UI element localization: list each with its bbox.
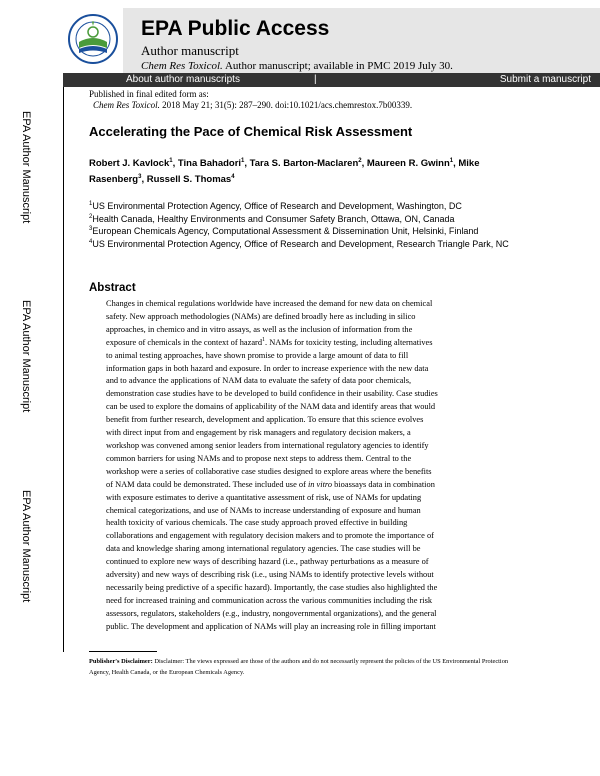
abstract-line: exposure of chemicals in the context of hazard$^1$. NAMs for toxicity testing, including alternatives — [106, 336, 433, 347]
affiliation-number: 1 — [89, 201, 93, 207]
affiliation-item — [89, 239, 509, 249]
side-label-1: EPA Author Manuscript — [20, 111, 32, 224]
abstract-line: of NAM data could be demonstrated. These included use of in vitro bioassays data in combination — [106, 479, 435, 489]
abstract-line: Changes in chemical regulations worldwide have increased the demand for new data on chemical — [106, 299, 433, 308]
affiliation-item — [89, 200, 519, 213]
author-affiliation-mark: 1 — [169, 157, 173, 164]
reference-mark: 1 — [262, 336, 266, 343]
side-label-3: EPA Author Manuscript — [20, 490, 32, 603]
author-affiliation-mark: 4 — [231, 173, 235, 180]
submit-manuscript-link[interactable]: Submit a manuscript — [499, 74, 591, 85]
citation-text: 2018 May 21; 31(5): 287–290. doi:10.1021/acs.chemrestox.7b00339. — [162, 100, 413, 110]
author-affiliation-mark: 2 — [358, 157, 362, 164]
abstract-body — [106, 298, 518, 634]
nav-bar — [63, 73, 600, 87]
affiliation-text: European Chemicals Agency, Computational Assessment & Dissemination Unit, Helsinki, Finland — [92, 226, 479, 237]
margin-rule — [63, 87, 64, 652]
author-name: Maureen R. Gwinn — [366, 158, 450, 169]
author-name: Robert J. Kavlock — [89, 158, 170, 169]
affiliation-item — [89, 225, 519, 238]
disclaimer-label: Publisher's Disclaimer: — [89, 658, 153, 665]
header-availability — [141, 60, 453, 72]
abstract-line: common barriers for using NAMs and to propose next steps to address them. Central to the — [106, 453, 412, 463]
author-affiliation-mark: 3 — [138, 173, 142, 180]
author-affiliation-mark: 1 — [449, 157, 454, 164]
abstract-line: safety. New approach methodologies (NAMs) are defined broadly here as including in silico — [106, 311, 416, 321]
abstract-line: assessors, regulators, stakeholders (e.g., industry, nongovernmental organizations), and the general — [106, 608, 437, 618]
side-label-2: EPA Author Manuscript — [20, 300, 32, 413]
abstract-line: collaborations and engagement with regulatory decision makers and to promote the importance of — [106, 531, 434, 541]
affiliation-number: 3 — [89, 226, 93, 233]
abstract-line: adversity) and new ways of describing risk (i.e., using NAMs to identify protective levels without — [106, 570, 434, 580]
author-affiliation-mark: 1 — [241, 157, 245, 164]
header-banner — [63, 8, 600, 73]
footnote-rule — [89, 651, 157, 652]
abstract-line: continued to explore new ways of describing hazard (i.e., pathway perturbations as a measure of — [106, 557, 429, 567]
abstract-line: need for increased training and communication across the various communities including the risk — [106, 595, 433, 605]
abstract-line: benefit from further research, development and application. To ensure that this science evolves — [106, 415, 424, 425]
abstract-line: and to advance the applications of NAM data to evaluate the safety of data poor chemicals, — [106, 376, 412, 386]
publisher-disclaimer — [89, 657, 519, 678]
citation — [93, 100, 412, 110]
abstract-line: information gaps in both hazard and exposure. In order to increase experience with the new data — [106, 363, 429, 373]
abstract-italic: in vitro — [307, 479, 333, 489]
abstract-line: with exposure estimates to derive a quantitative assessment of risk, use of NAMs for updating — [106, 492, 422, 502]
epa-logo — [63, 8, 123, 73]
abstract-line: to animal testing approaches, have shown promise to provide a large amount of data to fill — [106, 350, 409, 360]
affiliation-text: US Environmental Protection Agency, Office of Research and Development, Research Triangle Park, NC — [92, 238, 509, 249]
abstract-line: demonstration case studies have to be developed to build confidence in their usability. Case studies — [106, 389, 438, 399]
about-author-manuscripts-link[interactable]: About author manuscripts — [126, 74, 240, 85]
epa-seal-icon — [67, 12, 119, 68]
abstract-line: approaches, in chemico and in vitro assays, as well as the inclusion of information from the — [106, 324, 413, 334]
affiliation-text: Health Canada, Healthy Environments and Consumer Safety Branch, Ottawa, ON, Canada — [92, 213, 455, 224]
abstract-line: with direct input from and engagement by risk managers and regulatory decision makers, a — [106, 428, 411, 438]
abstract-line: workshop were a series of collaborative case studies designed to explore areas where the benefits — [106, 466, 432, 476]
abstract-line: can be used to explore the domains of applicability of the NAM data and identify areas that would — [106, 402, 436, 412]
author-name: Tara S. Barton-Maclaren — [249, 158, 359, 169]
abstract-line: health toxicity of various chemicals. The case study approach proved effective in building — [106, 518, 408, 528]
header-journal: Chem Res Toxicol. — [141, 60, 223, 72]
author-name: Tina Bahadori — [177, 158, 242, 169]
affiliations — [89, 200, 519, 250]
abstract-line: data and knowledge sharing among international regulatory agencies. The case studies will be — [106, 544, 421, 554]
affiliation-number: 2 — [89, 213, 93, 220]
author-name: Mike Rasenberg — [89, 158, 480, 185]
published-label: Published in final edited form as: — [89, 89, 209, 99]
author-list: Robert J. Kavlock$^1$, Tina Bahadori$^1$, Tara S. Barton-Maclaren$^2$, Maureen R. Gwinn$^1$, Mike Rasenberg$^3$, Russell S. Thomas$^4$ — [89, 157, 480, 185]
header-availability-text: Author manuscript; available in PMC 2019 July 30. — [224, 60, 453, 72]
abstract-heading: Abstract — [89, 282, 136, 294]
abstract-line: necessarily being predictive of a specific hazard). Importantly, the case studies also highlighted the — [106, 582, 438, 592]
affiliation-text: US Environmental Protection Agency, Office of Research and Development, Washington, DC — [92, 201, 462, 211]
article-title: Accelerating the Pace of Chemical Risk Assessment — [89, 124, 413, 139]
disclaimer-text: Disclaimer: The views expressed are those of the authors and do not necessarily represent the policies of the US Environmental Protection Agency, Health Canada, or the European Chemicals Agency. — [89, 658, 509, 676]
header-title: EPA Public Access — [141, 17, 330, 40]
nav-separator: | — [314, 74, 317, 85]
affiliation-item — [89, 213, 519, 226]
abstract-line: chemical categorizations, and use of NAMs to increase understanding of exposure and human — [106, 505, 421, 515]
abstract-line: public. The development and application of NAMs will play an increasing role in filling important — [106, 621, 436, 631]
affiliation-number: 4 — [89, 238, 93, 245]
header-subtitle: Author manuscript — [141, 43, 239, 58]
abstract-line: workshop was convened among senior leaders from international regulatory agencies to identify — [106, 440, 429, 450]
citation-journal: Chem Res Toxicol. — [93, 100, 160, 110]
author-name: Russell S. Thomas — [146, 174, 232, 185]
